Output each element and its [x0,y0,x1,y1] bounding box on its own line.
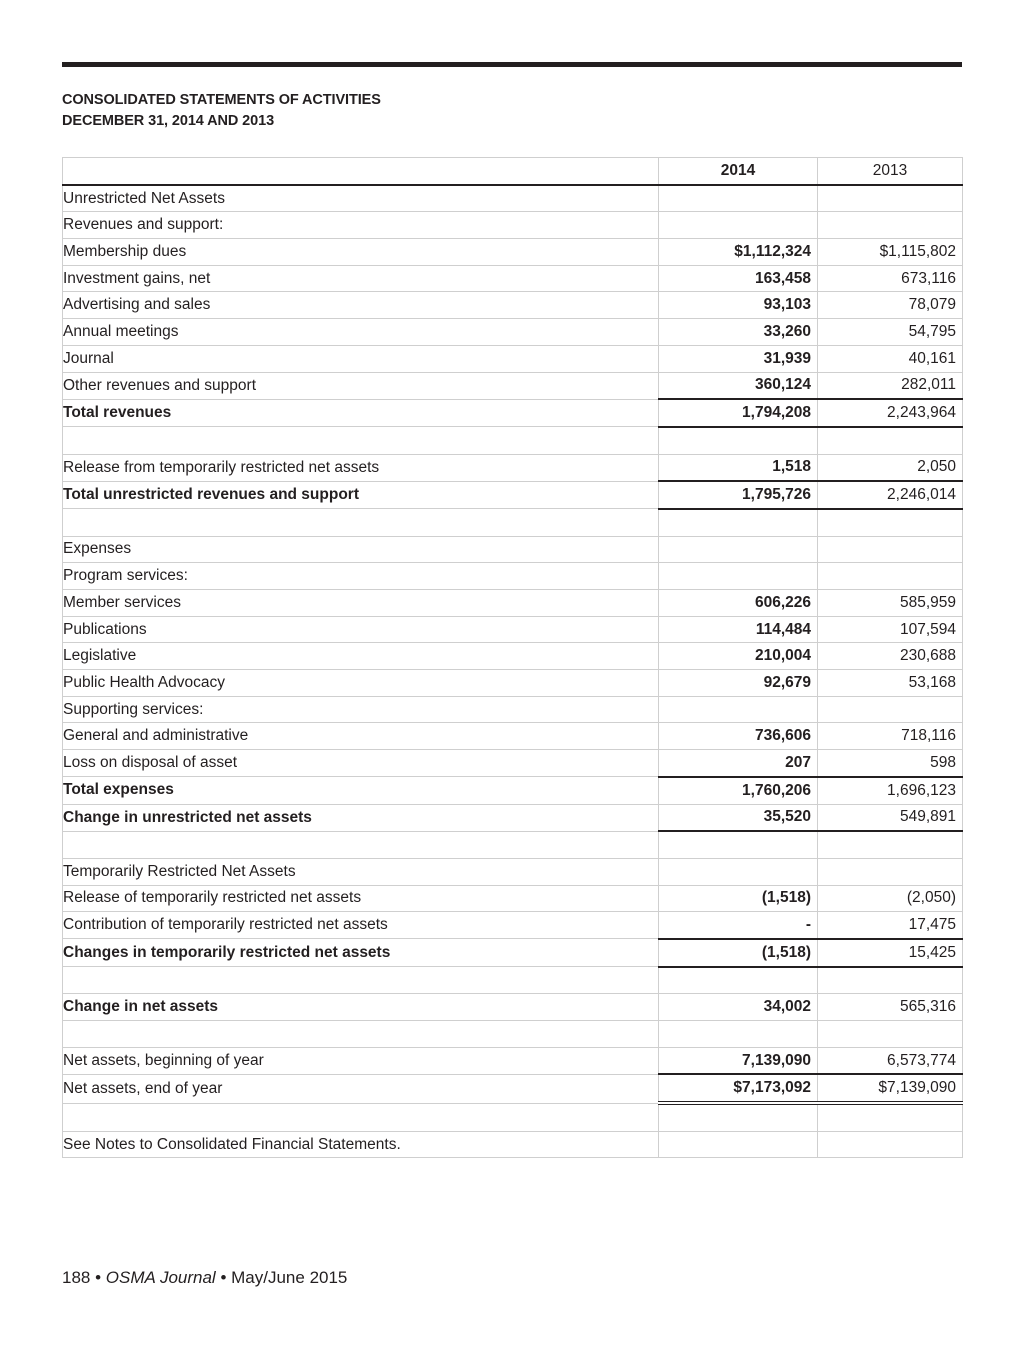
row-label: Total revenues [63,399,659,427]
table-row [63,590,963,617]
total-row [63,804,963,831]
value-2013 [818,831,963,858]
value-2013 [818,536,963,563]
row-label: Supporting services: [63,696,659,723]
total-row [63,481,963,509]
table-row [63,643,963,670]
spacer-row [63,427,963,454]
row-label: Public Health Advocacy [63,670,659,697]
total-row [63,777,963,804]
row-label: Other revenues and support [63,372,659,399]
header-row [63,158,963,185]
total-row [63,939,963,967]
activities-table [62,157,963,1158]
value-2014 [659,1021,818,1048]
table-row [63,212,963,239]
value-2014 [659,212,818,239]
value-2013: 230,688 [818,643,963,670]
statement-heading [62,90,381,132]
value-2013: 598 [818,750,963,777]
row-label [63,831,659,858]
value-2013: 718,116 [818,723,963,750]
row-label: Annual meetings [63,319,659,346]
table-row [63,696,963,723]
value-2013 [818,427,963,454]
spacer-row [63,1103,963,1131]
table-row [63,1074,963,1103]
row-label: Revenues and support: [63,212,659,239]
journal-name: OSMA Journal [105,1268,216,1287]
row-label: Legislative [63,643,659,670]
value-2014 [659,509,818,536]
value-2013: 549,891 [818,804,963,831]
value-2013: 2,246,014 [818,481,963,509]
value-2014: 606,226 [659,590,818,617]
value-2013 [818,212,963,239]
table-row [63,670,963,697]
value-2014: 7,139,090 [659,1047,818,1074]
value-2014 [659,831,818,858]
value-2014: 210,004 [659,643,818,670]
value-2013: 107,594 [818,616,963,643]
value-2013: 40,161 [818,345,963,372]
row-label: Total expenses [63,777,659,804]
row-label: Net assets, beginning of year [63,1047,659,1074]
value-2014 [659,185,818,212]
value-2014: $1,112,324 [659,239,818,266]
value-2014: 1,518 [659,454,818,481]
value-2014 [659,427,818,454]
value-2014: 33,260 [659,319,818,346]
row-label: Temporarily Restricted Net Assets [63,858,659,885]
value-2013 [818,563,963,590]
value-2013: 565,316 [818,994,963,1021]
row-label: Change in unrestricted net assets [63,804,659,831]
row-label [63,427,659,454]
value-2014: 1,794,208 [659,399,818,427]
value-2013: 2,243,964 [818,399,963,427]
row-label: Change in net assets [63,994,659,1021]
column-header-2013: 2013 [818,158,963,185]
value-2013 [818,509,963,536]
value-2014: 736,606 [659,723,818,750]
header-label-cell [63,158,659,185]
value-2014 [659,967,818,994]
statement-title: CONSOLIDATED STATEMENTS OF ACTIVITIES [62,92,381,108]
row-label: Unrestricted Net Assets [63,185,659,212]
value-2013 [818,858,963,885]
table-row [63,185,963,212]
value-2013 [818,696,963,723]
value-2014 [659,858,818,885]
notes-reference: See Notes to Consolidated Financial Statements. [63,1131,659,1158]
table-row [63,750,963,777]
value-2013 [818,1131,963,1158]
value-2013 [818,967,963,994]
value-2014: 35,520 [659,804,818,831]
value-2013: $1,115,802 [818,239,963,266]
table-row [63,454,963,481]
table-row [63,239,963,266]
value-2014 [659,536,818,563]
table-row [63,319,963,346]
footer-separator: • [95,1268,102,1287]
row-label [63,1103,659,1131]
value-2014: 31,939 [659,345,818,372]
row-label: Net assets, end of year [63,1074,659,1103]
row-label: Contribution of temporarily restricted net assets [63,912,659,939]
table-row [63,372,963,399]
value-2014: $7,173,092 [659,1074,818,1103]
value-2013: 54,795 [818,319,963,346]
spacer-row [63,831,963,858]
value-2013: 282,011 [818,372,963,399]
value-2014 [659,1131,818,1158]
value-2014: 114,484 [659,616,818,643]
value-2013: 53,168 [818,670,963,697]
value-2013: 6,573,774 [818,1047,963,1074]
column-header-2014: 2014 [659,158,818,185]
value-2013 [818,185,963,212]
value-2013: 1,696,123 [818,777,963,804]
table-row [63,563,963,590]
value-2013: $7,139,090 [818,1074,963,1103]
row-label: Member services [63,590,659,617]
value-2013: 2,050 [818,454,963,481]
value-2014 [659,563,818,590]
table-row [63,265,963,292]
footer-separator: • [220,1268,227,1287]
spacer-row [63,509,963,536]
page-footer [62,1268,347,1288]
row-label: Advertising and sales [63,292,659,319]
value-2014: 360,124 [659,372,818,399]
table-row [63,292,963,319]
value-2014: 1,795,726 [659,481,818,509]
value-2013: 585,959 [818,590,963,617]
table-row [63,536,963,563]
total-row [63,994,963,1021]
table-row [63,345,963,372]
table-row [63,616,963,643]
value-2013 [818,1103,963,1131]
value-2013: (2,050) [818,885,963,912]
table-row [63,858,963,885]
table-row [63,912,963,939]
row-label: Journal [63,345,659,372]
value-2013: 15,425 [818,939,963,967]
table-row [63,885,963,912]
value-2014: 93,103 [659,292,818,319]
value-2014: (1,518) [659,939,818,967]
value-2013 [818,1021,963,1048]
row-label: Loss on disposal of asset [63,750,659,777]
row-label [63,1021,659,1048]
row-label: General and administrative [63,723,659,750]
total-row [63,399,963,427]
spacer-row [63,1021,963,1048]
value-2014 [659,696,818,723]
row-label: Release from temporarily restricted net assets [63,454,659,481]
row-label: Investment gains, net [63,265,659,292]
spacer-row [63,967,963,994]
row-label: Release of temporarily restricted net assets [63,885,659,912]
statement-subtitle: DECEMBER 31, 2014 AND 2013 [62,113,275,129]
value-2014: 163,458 [659,265,818,292]
value-2014: (1,518) [659,885,818,912]
value-2014: 34,002 [659,994,818,1021]
value-2014: - [659,912,818,939]
top-rule [62,62,962,67]
value-2014: 1,760,206 [659,777,818,804]
row-label: Program services: [63,563,659,590]
notes-row [63,1131,963,1158]
value-2013: 673,116 [818,265,963,292]
table-row [63,1047,963,1074]
value-2014 [659,1103,818,1131]
row-label [63,509,659,536]
row-label [63,967,659,994]
value-2014: 207 [659,750,818,777]
row-label: Expenses [63,536,659,563]
issue-date: May/June 2015 [231,1268,348,1287]
value-2013: 78,079 [818,292,963,319]
row-label: Changes in temporarily restricted net assets [63,939,659,967]
row-label: Total unrestricted revenues and support [63,481,659,509]
value-2014: 92,679 [659,670,818,697]
value-2013: 17,475 [818,912,963,939]
row-label: Publications [63,616,659,643]
page-number: 188 [62,1268,91,1287]
table-row [63,723,963,750]
row-label: Membership dues [63,239,659,266]
